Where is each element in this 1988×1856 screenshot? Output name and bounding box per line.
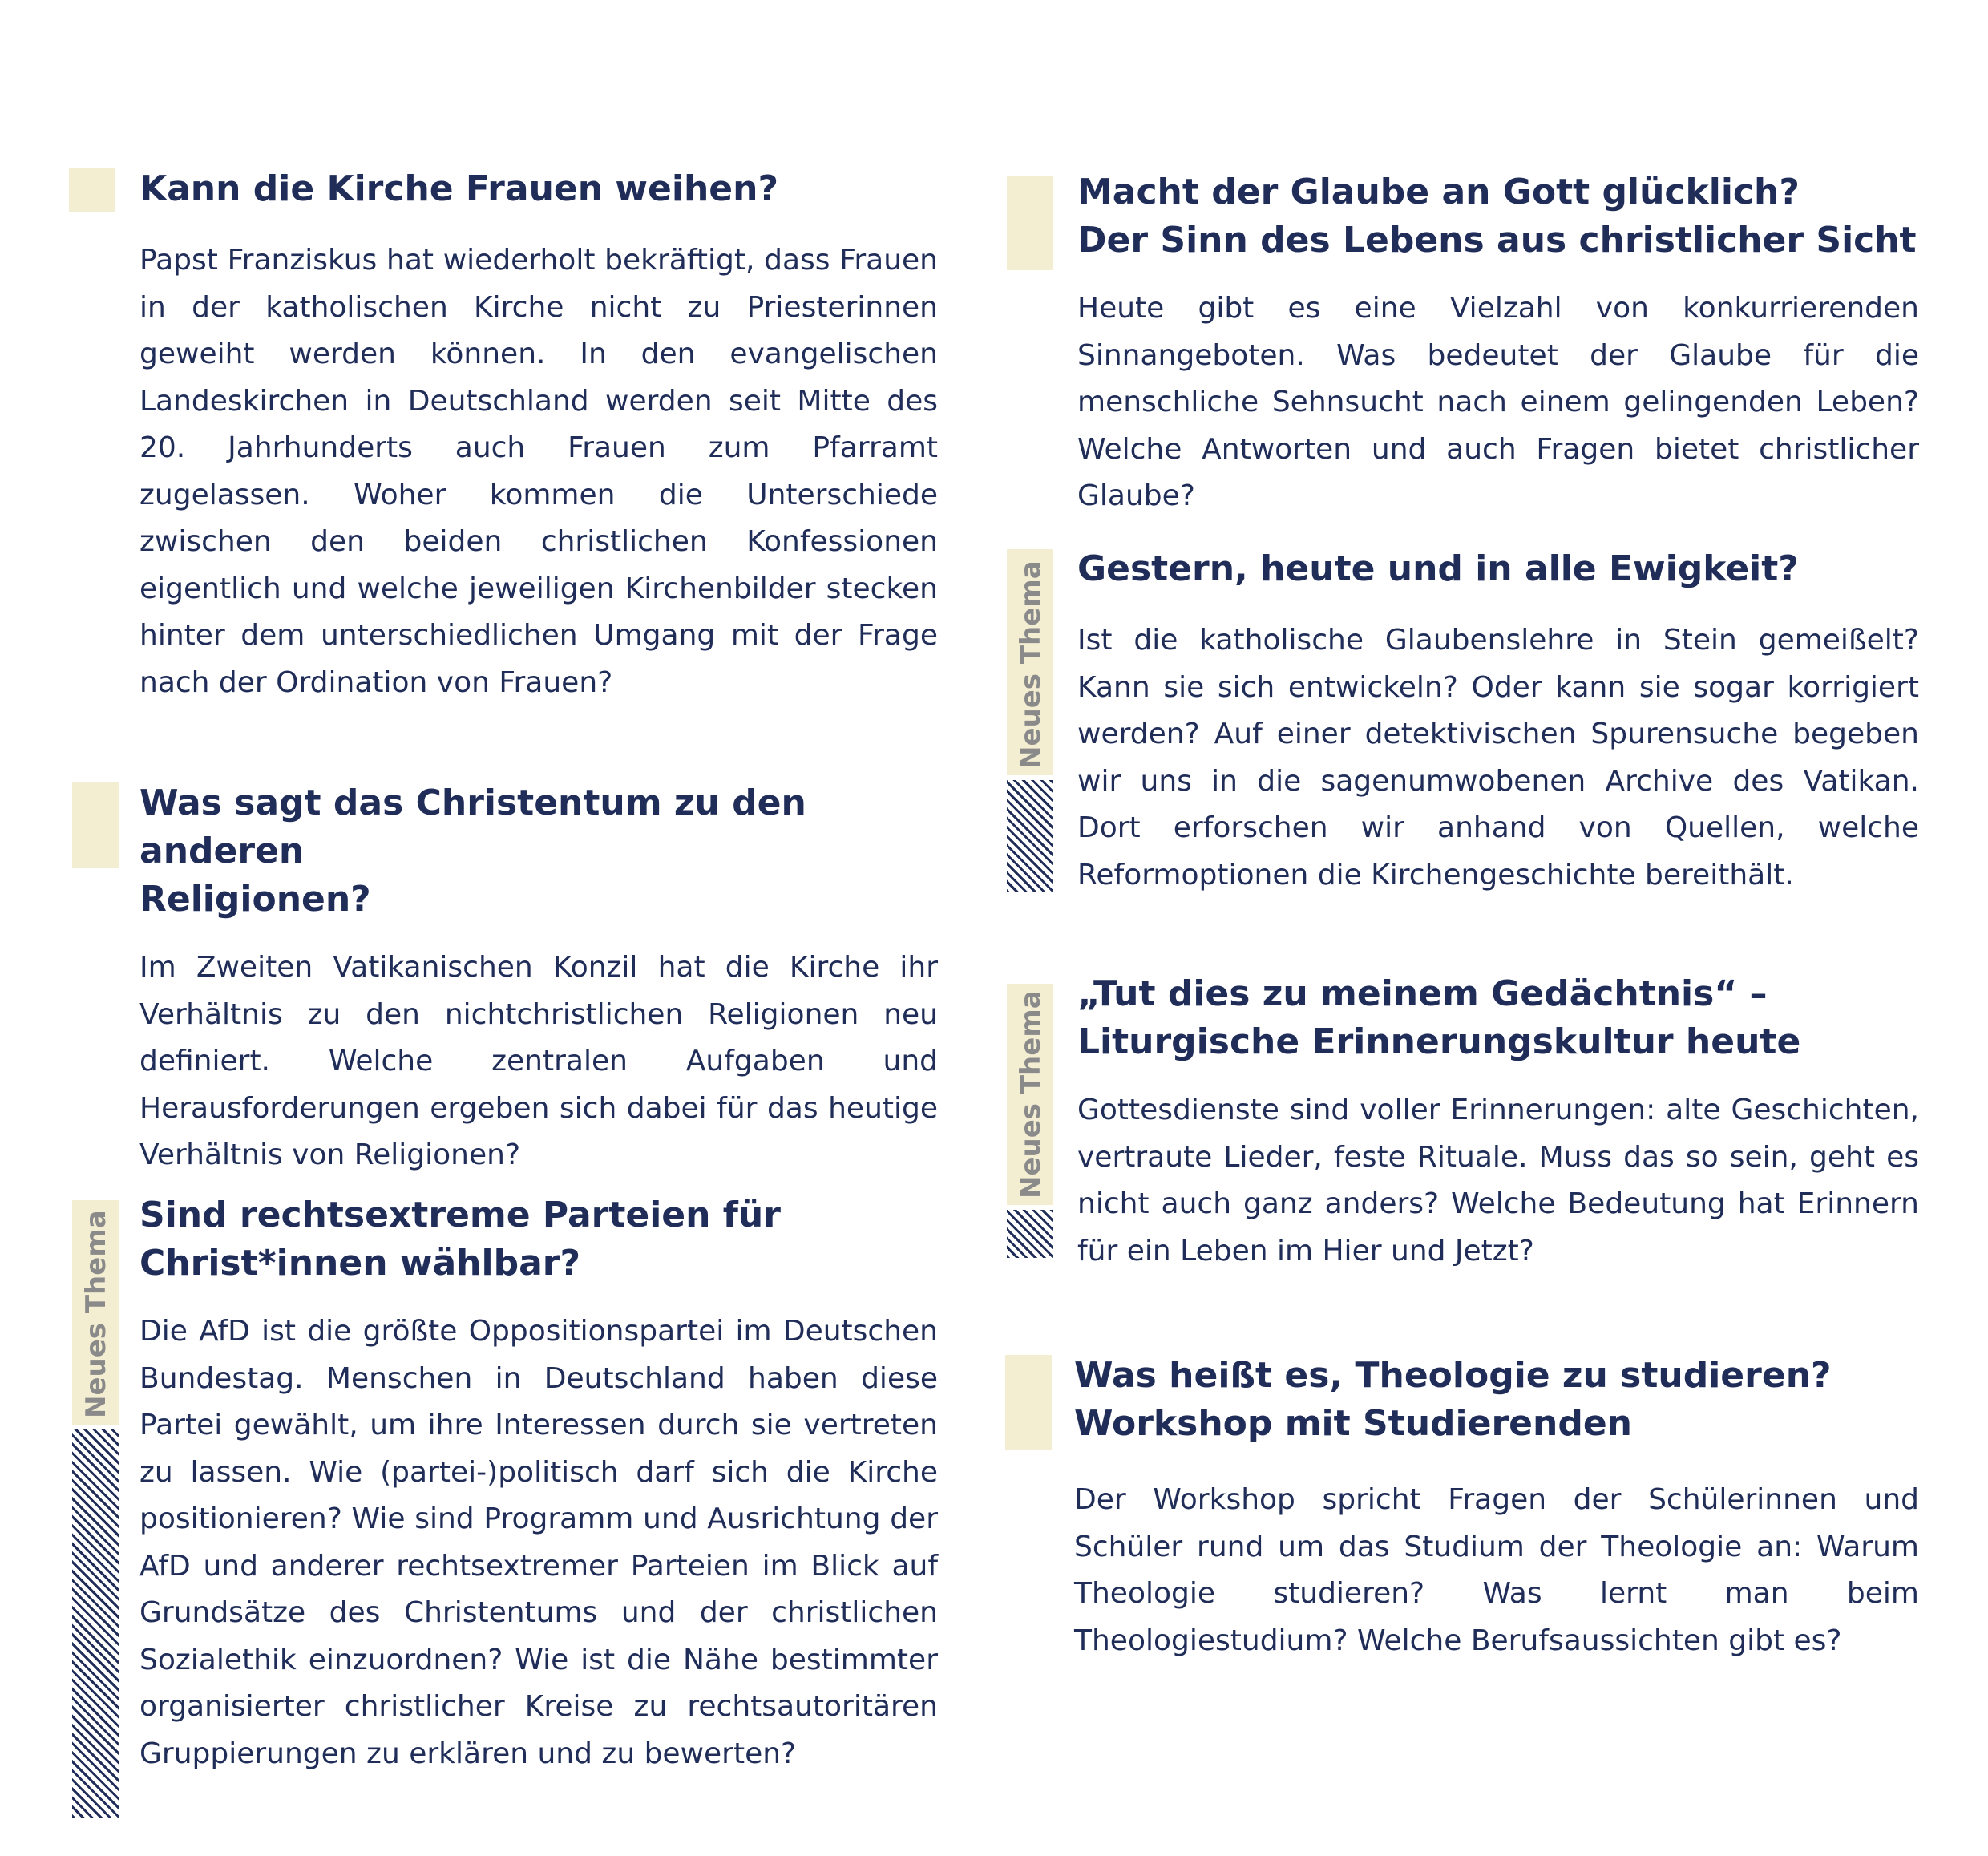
new-topic-label: Neues Thema (80, 1210, 112, 1418)
topic-glaube-gluecklich (1077, 168, 1919, 520)
topic-tut-dies (1077, 970, 1919, 1275)
new-topic-badge (72, 1200, 119, 1826)
topic-body: Ist die katholische Glaubenslehre in Stein gemeißelt? Kann sie sich entwickeln? Oder kann sie sogar korrigiert werden? Auf einer detektivischen Spurensuche begeben wir uns in die sagenumwobenen Archive des Vatikan. Dort erforschen wir anhand von Quellen, welche Reformoptionen die Kirchengeschichte bereithält. (1077, 624, 1919, 892)
hatch-pattern (1007, 780, 1053, 892)
topic-title-line: Workshop mit Studierenden (1074, 1403, 1632, 1444)
topic-title (1077, 168, 1919, 265)
topic-title (1077, 545, 1919, 593)
topic-title (1074, 1352, 1919, 1448)
topic-title-line: Liturgische Erinnerungskultur heute (1077, 1021, 1801, 1062)
topic-marker (1007, 176, 1053, 270)
topic-title-line: Was heißt es, Theologie zu studieren? (1074, 1355, 1832, 1396)
topic-body: Der Workshop spricht Fragen der Schülerinnen und Schüler rund um das Studium der Theologie an: Warum Theologie studieren? Was lernt man beim Theologiestudium? Welche Berufsaussichten gibt es? (1074, 1483, 1919, 1657)
topic-body: Im Zweiten Vatikanischen Konzil hat die Kirche ihr Verhältnis zu den nichtchristlichen Religionen neu definiert. Welche zentralen Aufgaben und Herausforderungen ergeben sich dabei für das heutige Verhältnis von Religionen? (139, 951, 938, 1171)
topic-title-line: Religionen? (139, 879, 371, 920)
topic-marker (69, 168, 115, 212)
new-topic-label: Neues Thema (1015, 990, 1047, 1199)
topic-title-line: Christ*innen wählbar? (139, 1243, 580, 1284)
topic-frauen-weihen (139, 165, 938, 706)
topic-title (139, 779, 938, 924)
hatch-pattern (72, 1429, 119, 1818)
topic-andere-religionen (139, 779, 938, 1179)
topic-body: Papst Franziskus hat wiederholt bekräftigt, dass Frauen in der katholischen Kirche nicht zu Priesterinnen geweiht werden können. In den evangelischen Landeskirchen in Deutschland werden seit Mitte des 20. Jahrhunderts auch Frauen zum Pfarramt zugelassen. Woher kommen die Unterschiede zwischen den beiden christlichen Konfessionen eigentlich und welche jeweiligen Kirchenbilder stecken hinter dem unterschiedlichen Umgang mit der Frage nach der Ordination von Frauen? (139, 244, 938, 699)
hatch-pattern (1007, 1210, 1053, 1258)
new-topic-badge (1007, 984, 1053, 1260)
topic-title (139, 165, 938, 213)
new-topic-label: Neues Thema (1015, 560, 1047, 769)
topic-gestern-heute (1077, 545, 1919, 899)
topic-title (139, 1191, 938, 1288)
new-topic-badge (1007, 549, 1053, 894)
topic-title-line: Gestern, heute und in alle Ewigkeit? (1077, 548, 1799, 589)
topic-title-line: Macht der Glaube an Gott glücklich? (1077, 172, 1800, 212)
topic-body: Heute gibt es eine Vielzahl von konkurrierenden Sinnangeboten. Was bedeutet der Glaube für die menschliche Sehnsucht nach einem gelingenden Leben? Welche Antworten und auch Fragen bietet christlicher Glaube? (1077, 292, 1919, 512)
topic-theologie-studieren (1074, 1352, 1919, 1664)
topic-body: Die AfD ist die größte Oppositionspartei im Deutschen Bundestag. Menschen in Deutschland haben diese Partei gewählt, um ihre Interessen durch sie vertreten zu lassen. Wie (partei-)politisch darf sich die Kirche positionieren? Wie sind Programm und Ausrichtung der AfD und anderer rechtsextremer Parteien im Blick auf Grundsätze des Christentums und der christlichen Sozialethik einzuordnen? Wie ist die Nähe bestimmter organisierter christlicher Kreise zu rechtsautoritären Gruppierungen zu erklären und zu bewerten? (139, 1315, 938, 1770)
topic-marker (72, 782, 119, 868)
topic-marker (1005, 1355, 1052, 1450)
topic-title-line: Der Sinn des Lebens aus christlicher Sicht (1077, 220, 1917, 261)
topic-rechtsextreme-parteien (139, 1191, 938, 1777)
topic-title-line: Was sagt das Christentum zu den anderen (139, 782, 806, 871)
topic-title (1077, 970, 1919, 1066)
topic-title-line: „Tut dies zu meinem Gedächtnis“ – (1077, 973, 1768, 1014)
topic-title-line: Kann die Kirche Frauen weihen? (139, 168, 778, 209)
topic-body: Gottesdienste sind voller Erinnerungen: alte Geschichten, vertraute Lieder, feste Rituale. Muss das so sein, geht es nicht auch ganz anders? Welche Bedeutung hat Erinnern für ein Leben im Hier und Jetzt? (1077, 1094, 1919, 1268)
topic-title-line: Sind rechtsextreme Parteien für (139, 1195, 781, 1235)
